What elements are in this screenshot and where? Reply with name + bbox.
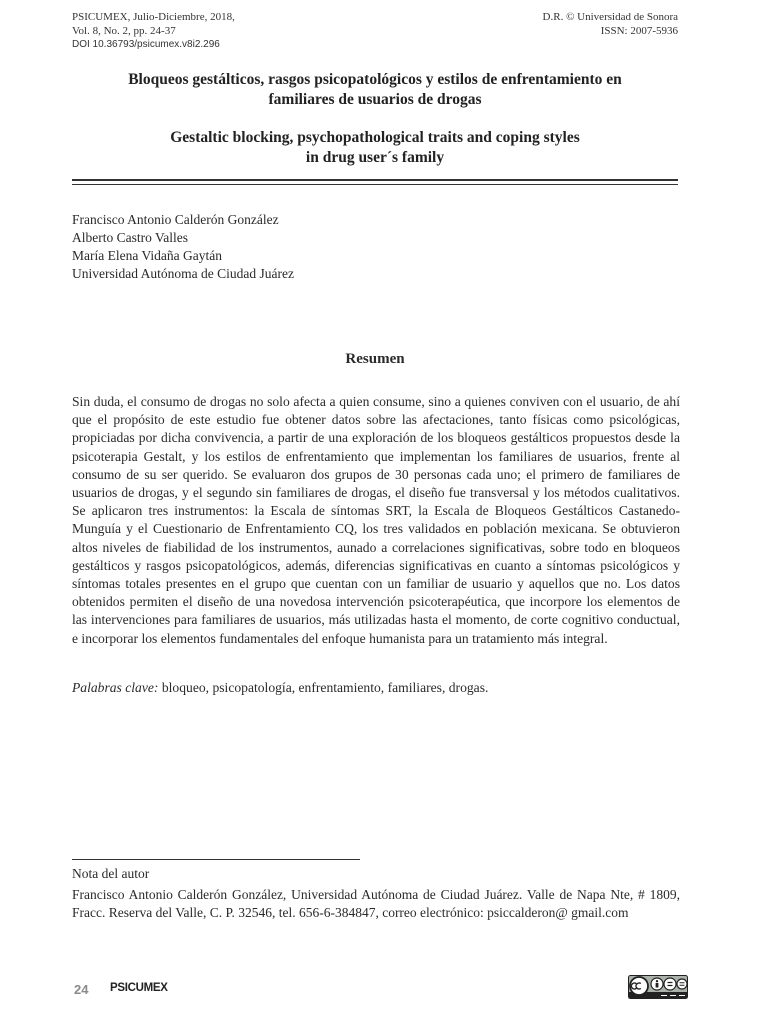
cc-license-icon xyxy=(628,975,688,999)
author-note-heading: Nota del autor xyxy=(72,866,150,881)
title-english xyxy=(72,128,678,168)
article-titles xyxy=(72,70,678,168)
issn: ISSN: 2007-5936 xyxy=(600,25,678,37)
author-name: María Elena Vidaña Gaytán xyxy=(72,248,223,263)
author-name: Francisco Antonio Calderón González xyxy=(72,212,279,227)
copyright: D.R. © Universidad de Sonora xyxy=(542,11,678,23)
abstract-body: Sin duda, el consumo de drogas no solo afecta a quien consume, sino a quienes conviven con el usuario, de ahí que el propósito de este estudio fue obtener datos sobre las afectaciones, tanto físicas como psicológicas, propiciadas por dicha convivencia, a partir de una exploración de los bloqueos gestálticos propuestos desde la psicoterapia Gestalt, y los estilos de enfrentamiento que implementan los familiares de usuarios, frente al consumo de su ser querido. Se evaluaron dos grupos de 30 personas cada uno; el primero de familiares de usuarios de drogas, y el segundo sin familiares de drogas, el diseño fue transversal y los métodos cualitativos. Se aplicaron tres instrumentos: la Escala de síntomas SRT, la Escala de Bloqueos Gestálticos Castanedo-Munguía y el Cuestionario de Enfrentamiento CQ, los tres validados en población mexicana. Se obtuvieron altos niveles de fiabilidad de los instrumentos, aunado a correlaciones significativas, sobre todo en bloqueos gestálticos y rasgos psicopatológicos, además, diferencias significativas en cuanto a síntomas psicológicos y síntomas totales presentes en el grupo que cuentan con un familiar de usuario y aquellos que no. Los datos obtenidos permiten el diseño de una novedosa intervención psicoterapéutica, que incorpore los elementos de las intervenciones para familiares de usuarios, más utilizadas hasta el momento, de corte cognitivo conductual, e incorporar los elementos fundamentales del enfoque humanista para un tratamiento más integral. xyxy=(72,394,680,646)
author-name: Alberto Castro Valles xyxy=(72,230,188,245)
keywords xyxy=(72,679,680,697)
author-list xyxy=(72,211,294,283)
journal-logo: PSICUMEX xyxy=(110,982,168,994)
running-header-left xyxy=(72,10,235,52)
journal-issue: PSICUMEX, Julio-Diciembre, 2018, xyxy=(72,11,235,23)
page-number: 24 xyxy=(74,982,89,997)
author-note-text: Francisco Antonio Calderón González, Universidad Autónoma de Ciudad Juárez. Valle de Napa Nte, # 1809, Fracc. Reserva del Valle, C. P. 32546, tel. 656-6-384847, correo electrónico: psiccalderon@ gmail.com xyxy=(72,887,680,920)
author-affiliation: Universidad Autónoma de Ciudad Juárez xyxy=(72,266,294,281)
volume-info: Vol. 8, No. 2, pp. 24-37 xyxy=(72,25,176,37)
title-english-line-1: Gestaltic blocking, psychopathological traits and coping styles xyxy=(170,129,580,146)
title-spanish-line-2: familiares de usuarios de drogas xyxy=(268,91,482,108)
title-rule-bottom xyxy=(72,184,678,185)
title-english-line-2: in drug user´s family xyxy=(305,149,445,166)
title-spanish-line-1: Bloqueos gestálticos, rasgos psicopatológicos y estilos de enfrentamiento en xyxy=(128,71,622,88)
title-rule-top xyxy=(72,179,678,181)
footnote-rule xyxy=(72,859,360,860)
running-header-right xyxy=(543,10,678,38)
title-spanish xyxy=(72,70,678,110)
doi: DOI 10.36793/psicumex.v8i2.296 xyxy=(72,39,220,50)
keywords-label: Palabras clave: xyxy=(72,680,159,695)
abstract-heading: Resumen xyxy=(345,351,405,367)
keywords-list: bloqueo, psicopatología, enfrentamiento, familiares, drogas. xyxy=(161,680,489,695)
